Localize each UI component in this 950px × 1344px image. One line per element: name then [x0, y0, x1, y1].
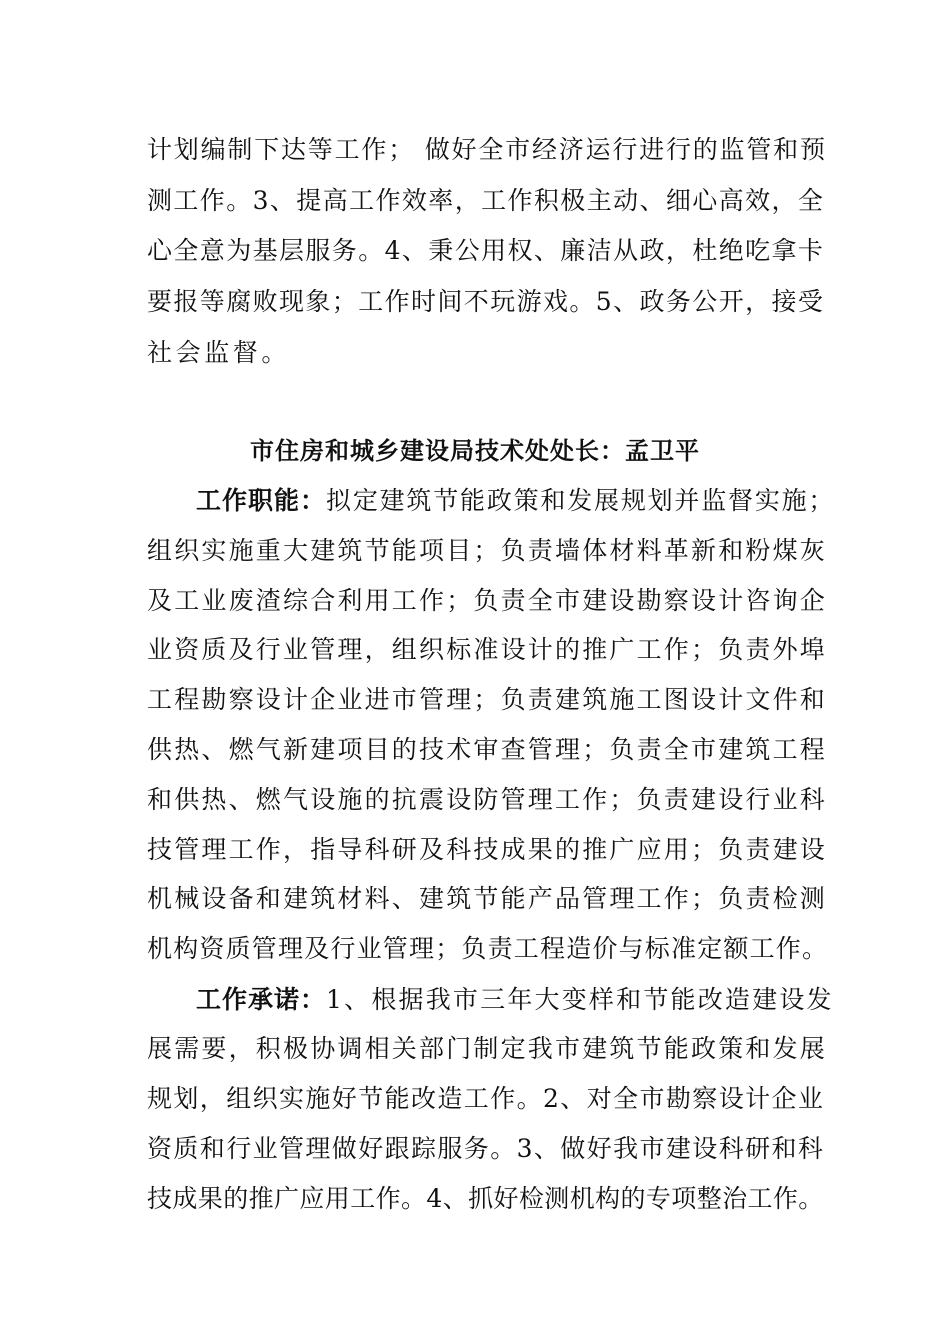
- commitment-first-text: 1、根据我市三年大变样和节能改造建设发: [326, 985, 834, 1014]
- body-line: 技成果的推广应用工作。4、抓好检测机构的专项整治工作。: [147, 1184, 824, 1213]
- section-heading: 市住房和城乡建设局技术处处长：孟卫平: [250, 437, 700, 465]
- body-line: 技管理工作，指导科研及科技成果的推广应用；负责建设: [147, 835, 828, 864]
- body-line: 要报等腐败现象；工作时间不玩游戏。5、政务公开，接受: [147, 287, 825, 316]
- commitment-label: 工作承诺：: [196, 985, 327, 1014]
- body-line: 规划，组织实施好节能改造工作。2、对全市勘察设计企业: [147, 1084, 825, 1113]
- body-line: 业资质及行业管理，组织标准设计的推广工作；负责外埠: [147, 635, 828, 664]
- body-line: 供热、燃气新建项目的技术审查管理；负责全市建筑工程: [147, 735, 828, 764]
- body-line: 测工作。3、提高工作效率，工作积极主动、细心高效，全: [147, 186, 825, 215]
- body-line: 机构资质管理及行业管理；负责工程造价与标准定额工作。: [147, 934, 829, 963]
- body-line: 机械设备和建筑材料、建筑节能产品管理工作；负责检测: [147, 884, 828, 913]
- body-line: 心全意为基层服务。4、秉公用权、廉洁从政，杜绝吃拿卡: [147, 236, 825, 265]
- body-line: 工程勘察设计企业进市管理；负责建筑施工图设计文件和: [147, 685, 828, 714]
- commitment-first-line: [196, 984, 836, 1016]
- body-line: 资质和行业管理做好跟踪服务。3、做好我市建设科研和科: [147, 1134, 825, 1163]
- body-line: 计划编制下达等工作； 做好全市经济运行进行的监管和预: [147, 135, 827, 164]
- body-line: 社会监督。: [147, 338, 291, 367]
- body-line: 及工业废渣综合利用工作；负责全市建设勘察设计咨询企: [147, 586, 828, 615]
- body-line: 和供热、燃气设施的抗震设防管理工作；负责建设行业科: [147, 785, 828, 814]
- body-line: 组织实施重大建筑节能项目；负责墙体材料革新和粉煤灰: [147, 536, 828, 565]
- body-line: 展需要，积极协调相关部门制定我市建筑节能政策和发展: [147, 1034, 828, 1063]
- functions-label: 工作职能：: [196, 486, 327, 515]
- functions-first-line: [196, 485, 836, 517]
- functions-first-text: 拟定建筑节能政策和发展规划并监督实施；: [326, 486, 836, 515]
